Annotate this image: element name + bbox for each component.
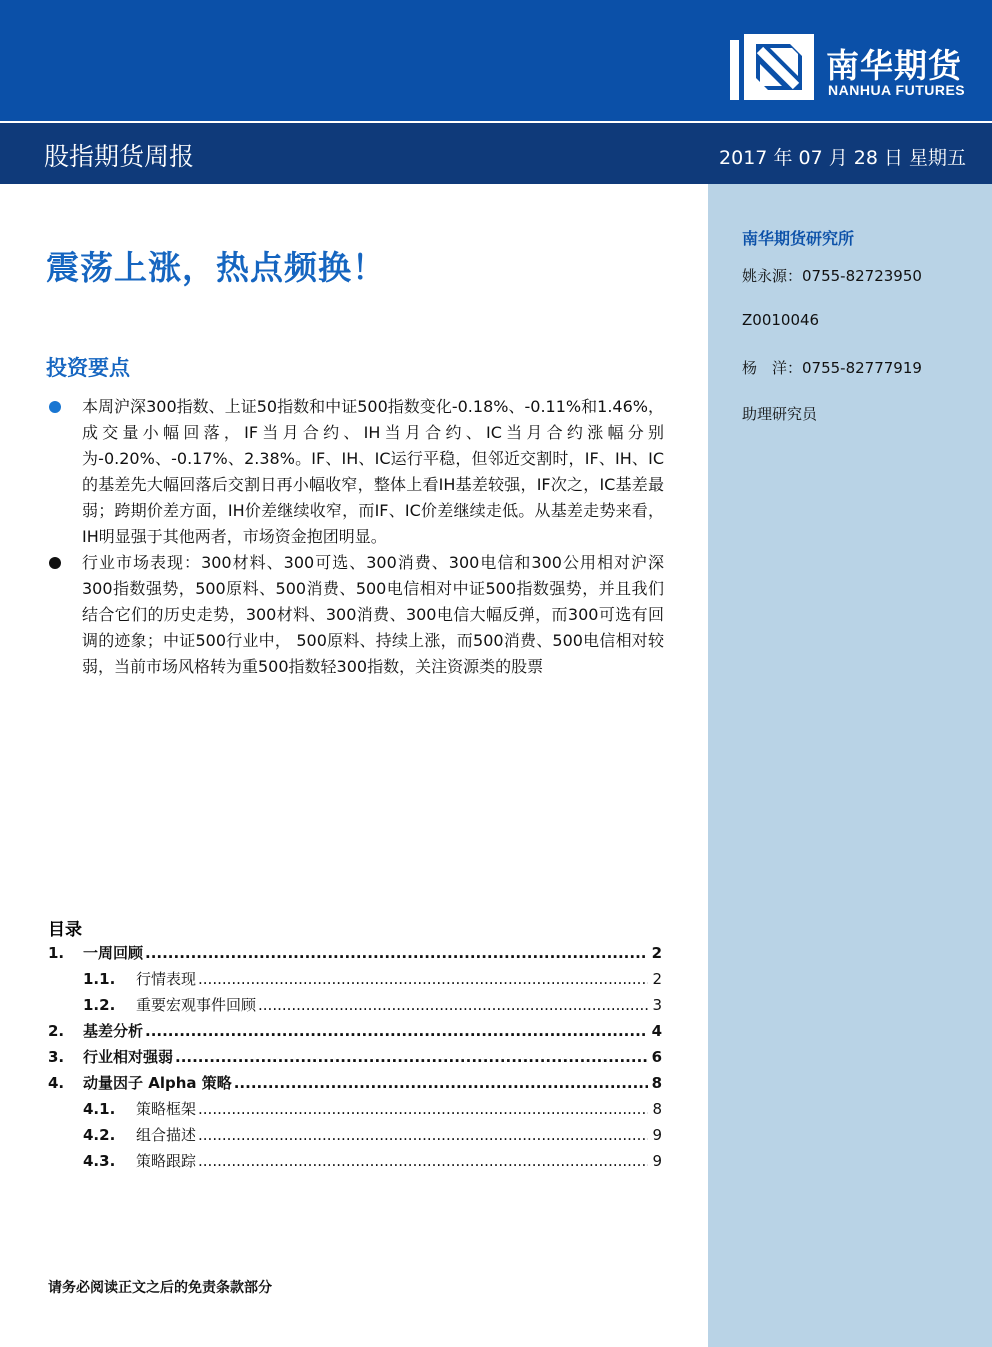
section-title: 投资要点 [46,356,130,380]
list-item [48,550,664,680]
toc-number: 3. [48,1048,65,1066]
toc-item[interactable] [48,1070,662,1096]
toc-title: 目录 [48,920,82,940]
list-item [48,394,664,550]
analyst-license: Z0010046 [742,311,820,329]
toc-text: 行情表现 [136,970,197,988]
disclaimer-note: 请务必阅读正文之后的免责条款部分 [48,1280,272,1296]
bullet-text: 行业市场表现：300材料、300可选、300消费、300电信和300公用相对沪深300指数强势，500原料、500消费、500电信相对中证500指数强势，并且我们结合它们的历史走势，300材料、300消费、300电信大幅反弹，而300可选有回调的迹象；中证500行业中， 500原料、持续上涨，而500消费、500电信相对较弱，当前市场风格转为重500指数轻300指数，关注资源类的股票 [82,553,664,676]
analyst-contact-2: 杨 洋：0755-82777919 [742,359,922,377]
toc-page: 8 [652,1100,662,1118]
toc-text: 策略框架 [136,1100,197,1118]
toc-item[interactable] [48,1044,662,1070]
toc-text: 重要宏观事件回顾 [136,996,257,1014]
toc-leader [198,1096,648,1122]
toc-item[interactable] [48,940,662,966]
nanhua-logo-icon [730,34,814,106]
bullet-dot-icon [49,401,61,413]
header-banner [0,0,992,121]
toc-page: 6 [651,1048,662,1066]
toc-item[interactable] [48,992,662,1018]
toc-text: 组合描述 [136,1126,197,1144]
key-points-list [48,394,664,680]
toc-text: 动量因子 Alpha 策略 [83,1074,232,1092]
toc-item[interactable] [48,1122,662,1148]
analyst-contact-1: 姚永源：0755-82723950 [742,267,922,285]
toc-leader [145,1018,648,1044]
toc-text: 基差分析 [83,1022,144,1040]
toc-item[interactable] [48,1096,662,1122]
toc-leader [198,966,648,992]
toc-page: 9 [652,1126,662,1144]
toc-page: 4 [651,1022,662,1040]
toc-item[interactable] [48,966,662,992]
bullet-dot-icon [49,557,61,569]
toc-page: 2 [652,970,662,988]
toc-leader [258,992,648,1018]
toc-number: 4.1. [83,1100,116,1118]
toc-number: 1.2. [83,996,116,1014]
brand-name-en: NANHUA FUTURES [828,82,966,98]
toc-leader [175,1044,648,1070]
toc-item[interactable] [48,1148,662,1174]
toc-leader [145,940,648,966]
toc-number: 4.2. [83,1126,116,1144]
toc-page: 9 [652,1152,662,1170]
table-of-contents [48,940,662,1174]
brand-name-cn: 南华期货 [826,46,962,85]
toc-item[interactable] [48,1018,662,1044]
toc-page: 8 [651,1074,662,1092]
toc-text: 策略跟踪 [136,1152,197,1170]
toc-page: 2 [651,944,662,962]
analyst-title: 助理研究员 [742,405,818,423]
report-type: 股指期货周报 [44,142,195,171]
sidebar-org: 南华期货研究所 [742,229,855,248]
toc-text: 行业相对强弱 [83,1048,174,1066]
toc-leader [198,1122,648,1148]
report-date: 2017 年 07 月 28 日 星期五 [719,147,966,169]
title-bar [0,121,992,184]
toc-number: 1.1. [83,970,116,988]
bullet-text: 本周沪深300指数、上证50指数和中证500指数变化-0.18%、-0.11%和1.46%，成交量小幅回落，IF当月合约、IH当月合约、IC当月合约涨幅分别为-0.20%、-0.17%、2.38%。IF、IH、IC运行平稳，但邻近交割时，IF、IH、IC的基差先大幅回落后交割日再小幅收窄，整体上看IH基差较强，IF次之，IC基差最弱；跨期价差方面，IH价差继续收窄，而IF、IC价差继续走低。从基差走势来看，IH明显强于其他两者，市场资金抱团明显。 [82,397,664,546]
toc-number: 4.3. [83,1152,116,1170]
headline: 震荡上涨，热点频换！ [46,248,386,287]
toc-number: 2. [48,1022,65,1040]
toc-number: 1. [48,944,65,962]
toc-text: 一周回顾 [83,944,144,962]
toc-leader [234,1070,648,1096]
toc-page: 3 [652,996,662,1014]
toc-number: 4. [48,1074,65,1092]
toc-leader [198,1148,648,1174]
